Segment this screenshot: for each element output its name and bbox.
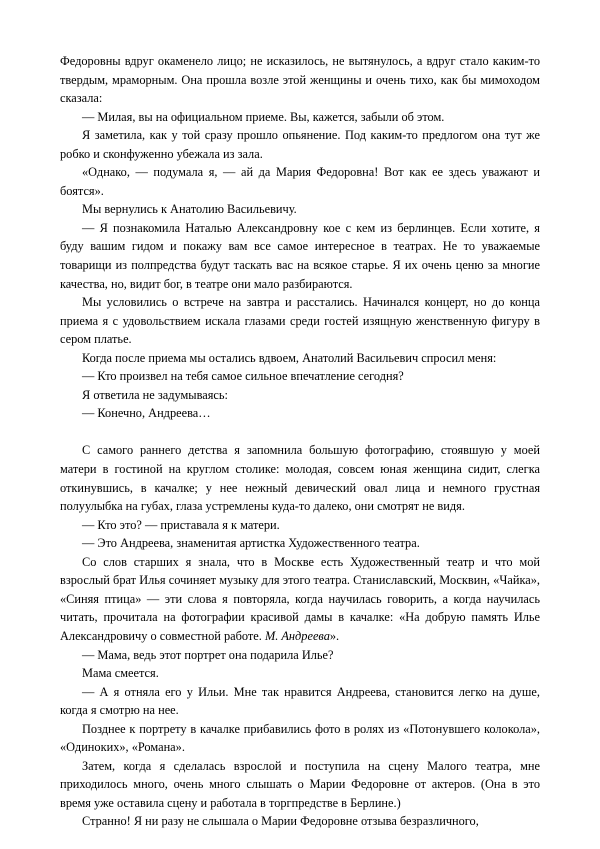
paragraph: Позднее к портрету в качалке прибавились фото в ролях из «Потонувшего колокола», «Одиноких», «Романа». [60,721,540,755]
paragraph: — Мама, ведь этот портрет она подарила Илье? [82,647,334,662]
paragraph-text-part: Со слов старших я знала, что в Москве есть Художественный театр и что мой взрослый брат Илья сочиняет музыку для этого театра. Станиславский, Москвин, «Чайка», «Синяя птица» — эти слова я повторяла, когда научилась говорить, а когда научилась читать, прочитала на фотографии красивой дамы в качалке: «На добрую память Илье Александровичу о совместной работе. [60,554,540,643]
paragraph: С самого раннего детства я запомнила большую фотографию, стоявшую у моей матери в гостиной на круглом столике: молодая, совсем юная женщина сидит, слегка откинувшись, в качалке; у нее нежный девический овал лица и немного грустная полуулыбка на губах, глаза устремлены куда-то далеко, они смотрят не видя. [60,443,540,514]
paragraph: Мама смеется. [82,666,159,681]
paragraph: Странно! Я ни разу не слышала о Марии Федоровне отзыва безразличного, [82,814,479,829]
paragraph: Затем, когда я сделалась взрослой и поступила на сцену Малого театра, мне приходилось много, очень много слышать о Марии Федоровне от актеров. (Она в это время уже оставила сцену и работала в торгпредстве в Берлине.) [60,758,540,810]
paragraph: — Конечно, Андреева… [82,406,211,421]
section-break [60,423,540,442]
paragraph: Я заметила, как у той сразу прошло опьянение. Под каким-то предлогом она тут же робко и сконфуженно убежала из зала. [60,128,540,161]
paragraph: — Кто произвел на тебя самое сильное впечатление сегодня? [82,369,404,384]
paragraph-with-italic-signature [60,553,540,646]
paragraph: Мы условились о встрече на завтра и расстались. Начинался концерт, но до конца приема я с удовольствием искала глазами среди гостей изящную женственную фигуру в сером платье. [60,295,540,347]
paragraph: Я ответила не задумываясь: [82,387,228,402]
paragraph: — Я познакомила Наталью Александровну кое с кем из берлинцев. Если хотите, я буду вашим гидом и покажу вам все самое интересное в театрах. Не то уважаемые товарищи из полпредства будут таскать вас на всякое старье. Я их очень ценю за многие качества, но, видит бог, в театре они мало разбираются. [60,220,540,291]
italic-signature: М. Андреева [264,628,330,643]
body-text-column [60,52,540,831]
paragraph: Федоровны вдруг окаменело лицо; не исказилось, не вытянулось, а вдруг стало каким-то твердым, мраморным. Она прошла возле этой женщины и очень тихо, как бы мимоходом сказала: [60,54,540,106]
paragraph: — Кто это? — приставала я к матери. [82,517,280,532]
paragraph-text-part: ». [329,628,340,643]
paragraph: Мы вернулись к Анатолию Васильевичу. [82,202,297,217]
paragraph: — Милая, вы на официальном приеме. Вы, кажется, забыли об этом. [82,109,445,124]
paragraph: — Это Андреева, знаменитая артистка Художественного театра. [82,536,420,551]
paragraph: Когда после приема мы остались вдвоем, Анатолий Васильевич спросил меня: [82,350,497,365]
paragraph: «Однако, — подумала я, — ай да Мария Федоровна! Вот как ее здесь уважают и боятся». [60,165,540,198]
paragraph: — А я отняла его у Ильи. Мне так нравится Андреева, становится легко на душе, когда я смотрю на нее. [60,684,540,718]
